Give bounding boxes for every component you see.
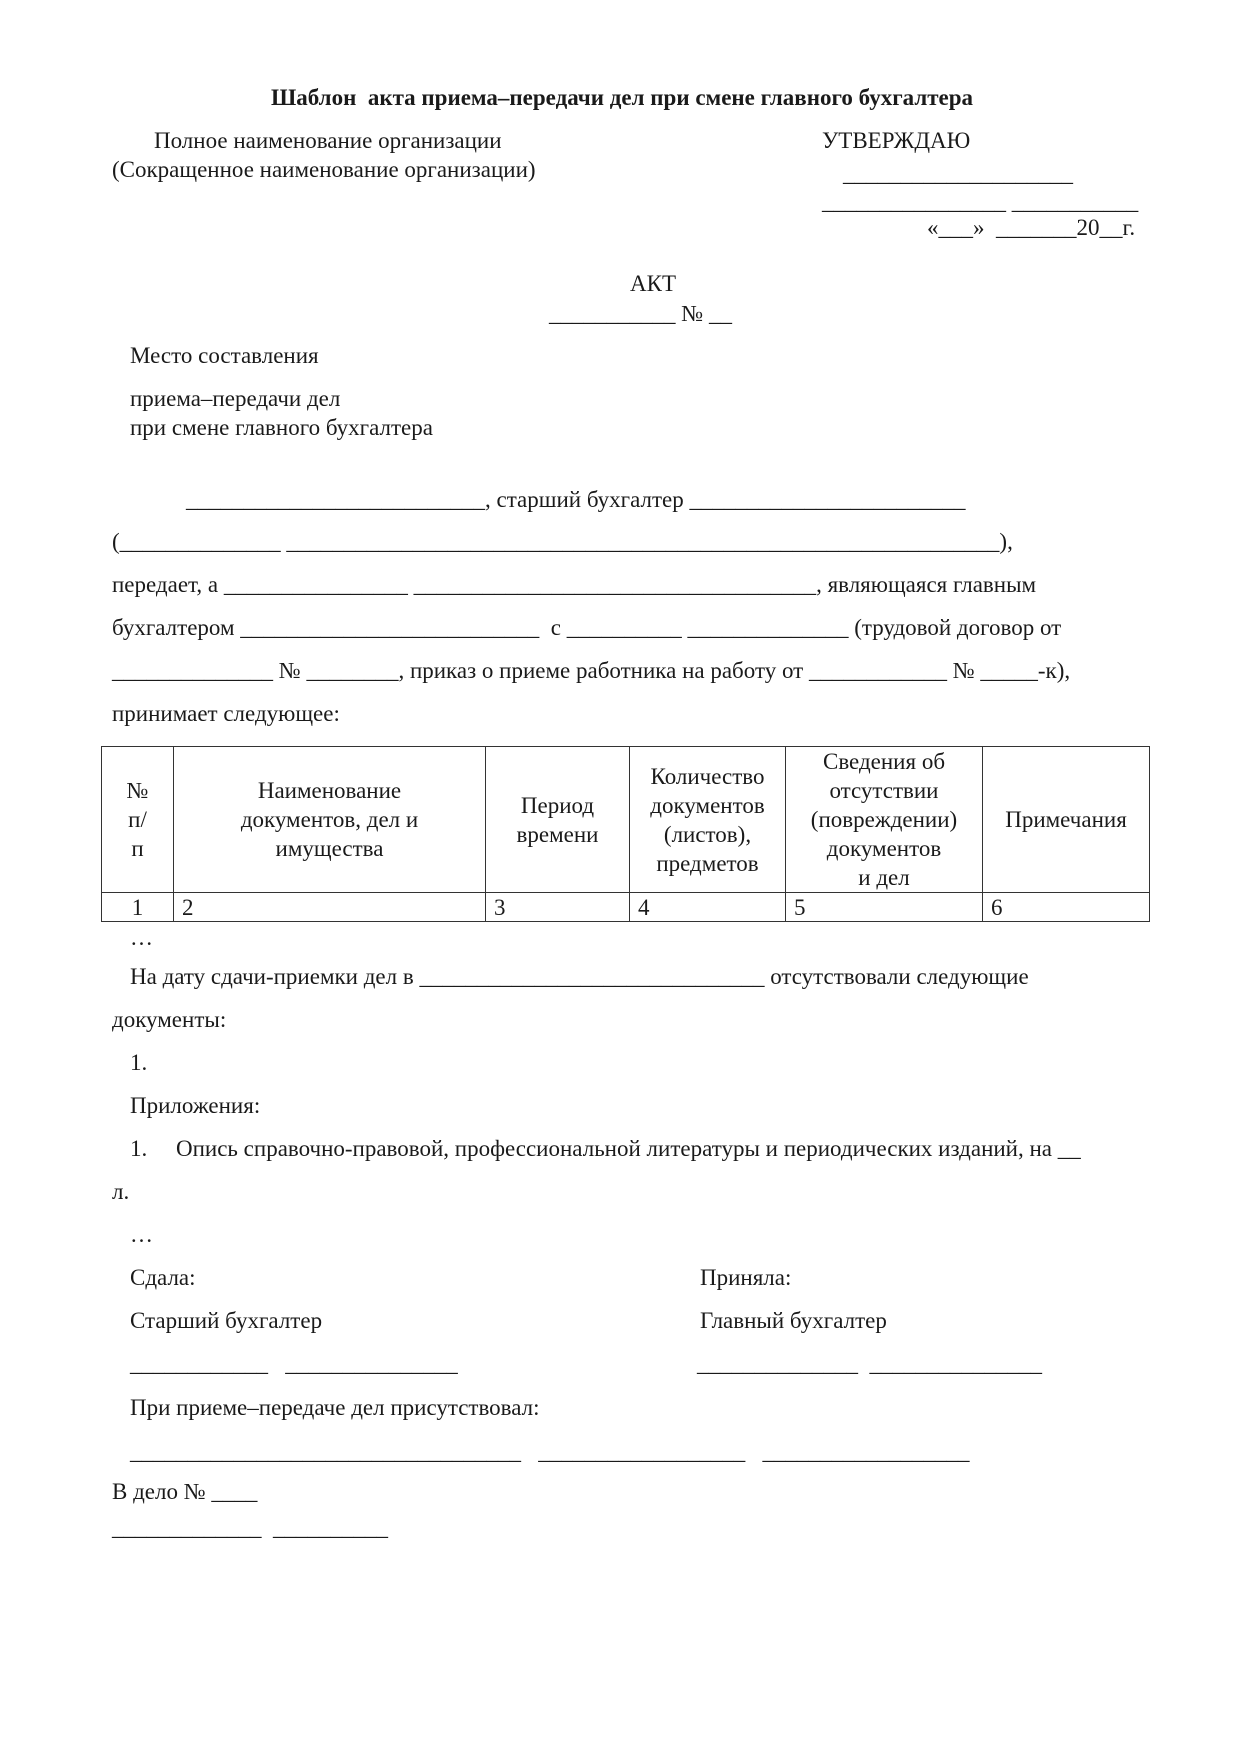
subject-line-1: приема–передачи дел	[130, 386, 341, 411]
ellipsis-after-appendix: …	[130, 1222, 153, 1247]
col-header-number: № п/ п	[102, 747, 174, 893]
received-role: Главный бухгалтер	[700, 1308, 887, 1333]
body-line-4: бухгалтером __________________________ с __________ ______________ (трудовой договор от	[112, 615, 1062, 640]
received-signature-line: ______________ _______________	[697, 1351, 1042, 1376]
org-short-name: (Сокращенное наименование организации)	[112, 157, 536, 182]
col-header-absence: Сведения об отсутствии (повреждении) документов и дел	[786, 747, 983, 893]
handed-signature-line: ____________ _______________	[130, 1351, 458, 1376]
handover-table	[101, 746, 1150, 922]
approve-date: «___» _______20__г.	[927, 215, 1136, 240]
col-header-name: Наименование документов, дел и имущества	[174, 747, 486, 893]
appendix-item-line-2: л.	[112, 1179, 130, 1204]
document-title: Шаблон акта приема–передачи дел при смене главного бухгалтера	[271, 85, 974, 110]
place-label: Место составления	[130, 343, 319, 368]
to-file-label: В дело № ____	[112, 1479, 258, 1504]
received-label: Приняла:	[700, 1265, 792, 1290]
approve-sign-line: ____________________	[843, 161, 1073, 186]
to-file-signature-line: _____________ __________	[112, 1515, 388, 1540]
missing-docs-item: 1.	[130, 1050, 148, 1075]
body-line-6: принимает следующее:	[112, 701, 340, 726]
missing-docs-line-1: На дату сдачи-приемки дел в ______________________________ отсутствовали следующие	[130, 964, 1029, 989]
table-header-row	[102, 747, 1150, 893]
approve-name-line: ________________ ___________	[822, 189, 1139, 214]
handed-role: Старший бухгалтер	[130, 1308, 323, 1333]
approve-label: УТВЕРЖДАЮ	[822, 128, 971, 153]
missing-docs-line-2: документы:	[112, 1007, 227, 1032]
body-line-5: ______________ № ________, приказ о приеме работника на работу от ____________ № _____-к),	[112, 658, 1071, 683]
col-header-notes: Примечания	[983, 747, 1150, 893]
org-full-name: Полное наименование организации	[154, 128, 502, 153]
table-cell: 2	[174, 893, 486, 922]
ellipsis-after-table: …	[130, 925, 153, 950]
subject-line-2: при смене главного бухгалтера	[130, 415, 433, 440]
act-heading: АКТ	[630, 271, 676, 296]
table-cell: 4	[630, 893, 786, 922]
handed-label: Сдала:	[130, 1265, 196, 1290]
table-cell: 3	[486, 893, 630, 922]
body-line-3: передает, а ________________ ___________________________________, являющаяся главным	[112, 572, 1037, 597]
body-line-1: __________________________, старший бухгалтер ________________________	[186, 487, 966, 512]
table-cell: 5	[786, 893, 983, 922]
table-cell: 6	[983, 893, 1150, 922]
body-line-2: (______________ ______________________________________________________________),	[112, 529, 1013, 554]
appendix-item-line-1: 1. Опись справочно-правовой, профессиональной литературы и периодических изданий, на __	[130, 1136, 1081, 1161]
col-header-quantity: Количество документов (листов), предметов	[630, 747, 786, 893]
act-number: ___________ № __	[549, 301, 732, 326]
table-cell: 1	[102, 893, 174, 922]
present-label: При приеме–передаче дел присутствовал:	[130, 1395, 540, 1420]
present-signature-line: __________________________________ __________________ __________________	[130, 1439, 970, 1464]
col-header-period: Период времени	[486, 747, 630, 893]
table-row	[102, 893, 1150, 922]
appendix-label: Приложения:	[130, 1093, 261, 1118]
